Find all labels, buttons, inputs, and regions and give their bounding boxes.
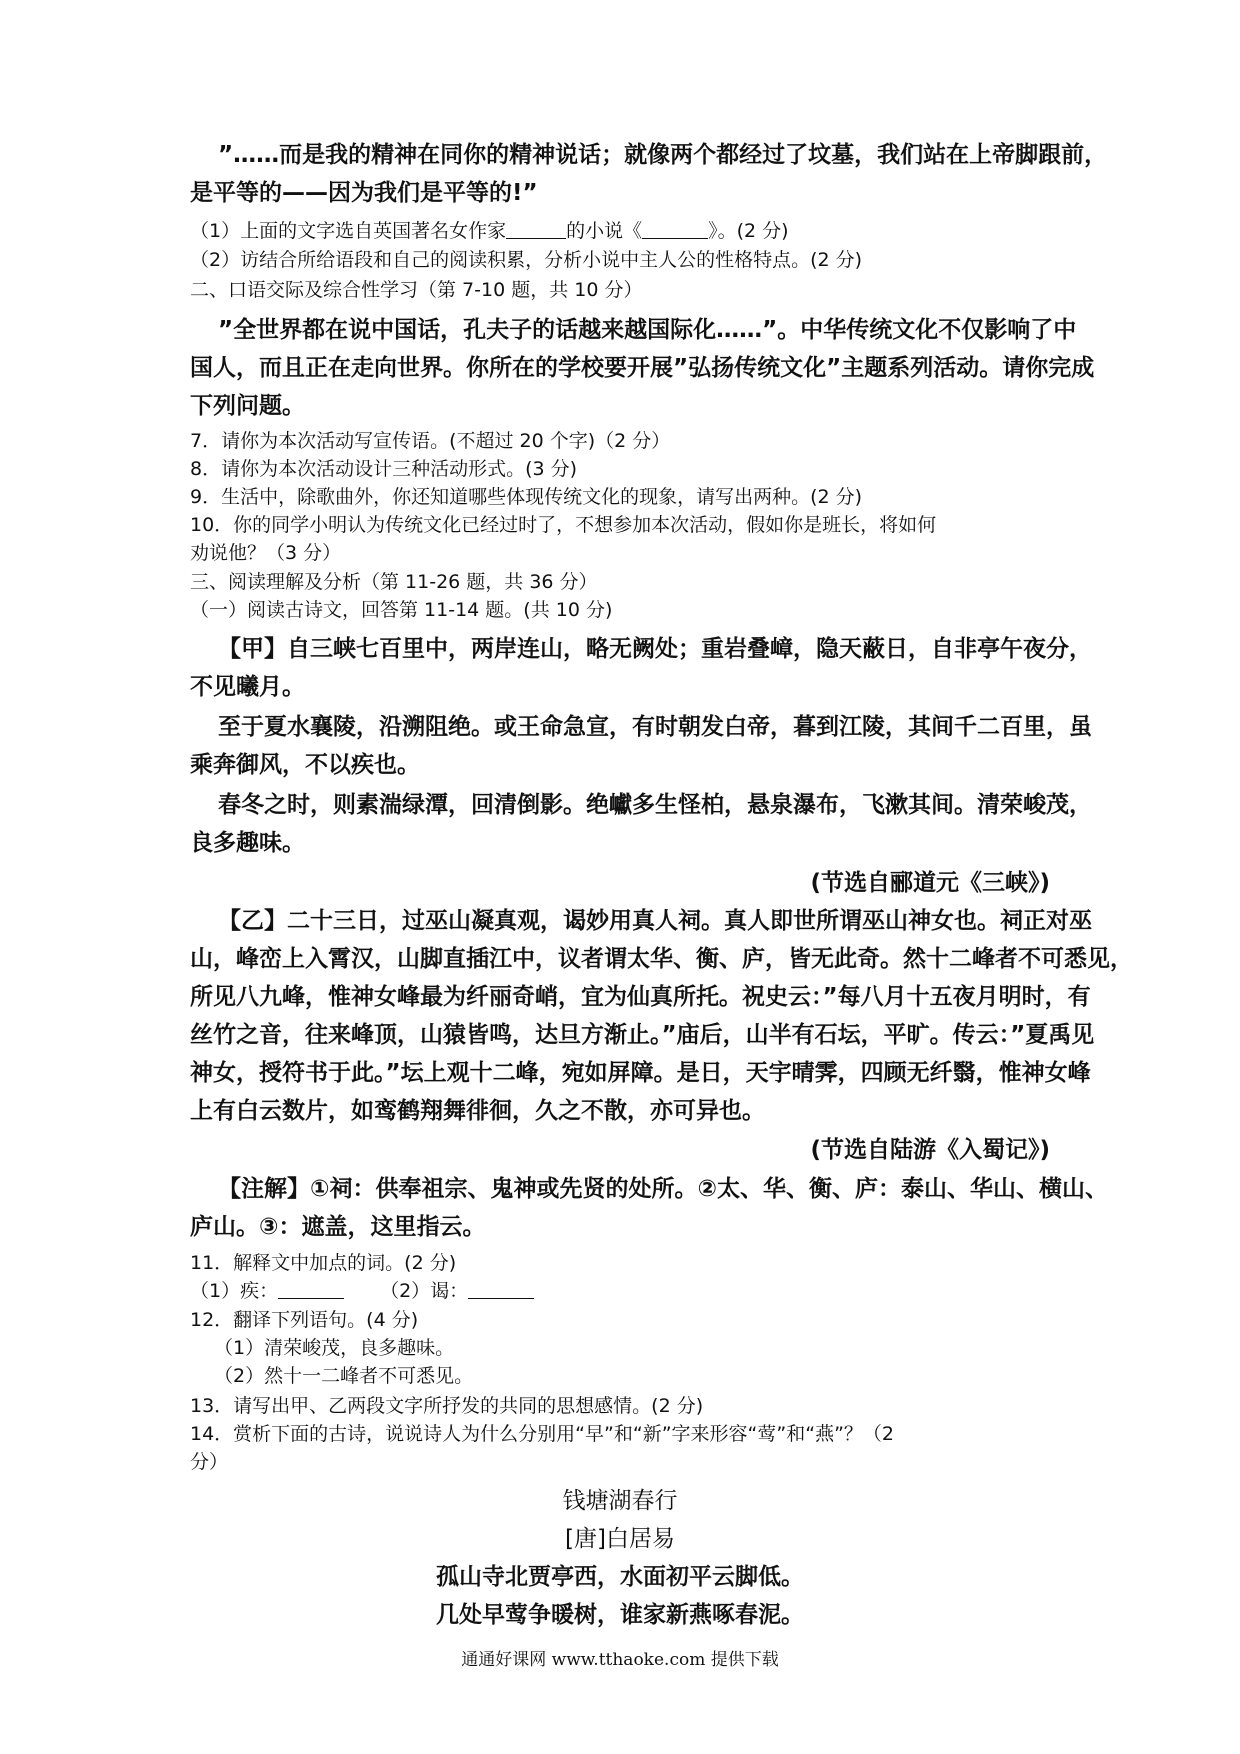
passage-jia-line-1: 【甲】自三峡七百里中，两岸连山，略无阙处；重岩叠嶂，隐天蔽日，自非亭午夜分， [218, 636, 1092, 662]
question-8: 8．请你为本次活动设计三种活动形式。(3 分) [190, 458, 578, 480]
passage-yi-line-2: 山，峰峦上入霄汉，山脚直插江中，议者谓太华、衡、庐，皆无此奇。然十二峰者不可悉见， [190, 946, 1133, 972]
section-3-sub-1: （一）阅读古诗文，回答第 11-14 题。(共 10 分) [190, 599, 613, 621]
question-novel-2: （2）访结合所给语段和自己的阅读积累，分析小说中主人公的性格特点。(2 分) [190, 249, 863, 271]
question-14-line-2: 分） [190, 1451, 229, 1473]
section-2-intro-2: 国人，而且正在走向世界。你所在的学校要开展”弘扬传统文化”主题系列活动。请你完成 [190, 355, 1095, 381]
section-3-heading: 三、阅读理解及分析（第 11-26 题，共 36 分） [190, 571, 598, 593]
passage-yi-line-4: 丝竹之音，往来峰顶，山猿皆鸣，达旦方渐止。”庙后，山半有石坛，平旷。传云：”夏禹见 [190, 1022, 1095, 1048]
passage-jia-line-5: 春冬之时，则素湍绿潭，回清倒影。绝巘多生怪柏，悬泉瀑布，飞漱其间。清荣峻茂， [218, 792, 1092, 818]
question-13: 13．请写出甲、乙两段文字所抒发的共同的思想感情。(2 分) [190, 1395, 704, 1417]
question-11: 11．解释文中加点的词。(2 分) [190, 1252, 457, 1274]
poem-line-2: 几处早莺争暖树，谁家新燕啄春泥。 [436, 1602, 804, 1628]
question-novel-1-text-c: 》。(2 分) [708, 220, 789, 242]
poem-author: [唐]白居易 [565, 1526, 675, 1552]
answer-blank-novel[interactable] [642, 220, 708, 239]
answer-blank-11-1[interactable] [278, 1280, 344, 1299]
section-2-heading: 二、口语交际及综合性学习（第 7-10 题，共 10 分） [190, 279, 643, 301]
poem-title: 钱塘湖春行 [562, 1488, 678, 1514]
answer-blank-author[interactable] [506, 220, 566, 239]
question-7: 7．请你为本次活动写宣传语。(不超过 20 个字)（2 分） [190, 430, 671, 452]
question-11-item-1: （1）疾： [190, 1280, 279, 1302]
quote-line-1: ”……而是我的精神在同你的精神说话；就像两个都经过了坟墓，我们站在上帝脚跟前， [218, 142, 1108, 168]
quote-line-2: 是平等的——因为我们是平等的!” [190, 180, 538, 206]
passage-jia-line-3: 至于夏水襄陵，沿溯阻绝。或王命急宣，有时朝发白帝，暮到江陵，其间千二百里，虽 [218, 714, 1092, 740]
question-12-item-2: （2）然十一二峰者不可悉见。 [214, 1365, 474, 1387]
answer-blank-11-2[interactable] [468, 1280, 534, 1299]
question-novel-1-text-b: 的小说《 [566, 220, 643, 242]
question-14-line-1: 14．赏析下面的古诗，说说诗人为什么分别用“早”和“新”字来形容“莺”和“燕”？（2 [190, 1423, 895, 1445]
passage-yi-line-1: 【乙】二十三日，过巫山凝真观，谒妙用真人祠。真人即世所谓巫山神女也。祠正对巫 [218, 908, 1092, 934]
question-12: 12．翻译下列语句。(4 分) [190, 1309, 419, 1331]
question-11-item-2: （2）谒： [380, 1280, 469, 1302]
passage-jia-line-4: 乘奔御风，不以疾也。 [190, 752, 420, 778]
passage-yi-source: (节选自陆游《入蜀记》) [810, 1137, 1050, 1163]
page-footer: 通通好课网 www.tthaoke.com 提供下载 [461, 1650, 779, 1670]
question-9: 9．生活中，除歌曲外，你还知道哪些体现传统文化的现象，请写出两种。(2 分) [190, 486, 863, 508]
poem-line-1: 孤山寺北贾亭西，水面初平云脚低。 [436, 1564, 804, 1590]
question-novel-1 [190, 216, 1060, 243]
passage-yi-line-5: 神女，授符书于此。”坛上观十二峰，宛如屏障。是日，天宇晴霁，四顾无纤翳，惟神女峰 [190, 1060, 1091, 1086]
passage-jia-source: (节选自郦道元《三峡》) [810, 870, 1050, 896]
question-10-line-1: 10．你的同学小明认为传统文化已经过时了，不想参加本次活动，假如你是班长，将如何 [190, 514, 937, 536]
question-12-item-1: （1）清荣峻茂，良多趣味。 [214, 1337, 455, 1359]
passage-jia-line-6: 良多趣味。 [190, 830, 305, 856]
passage-yi-line-3: 所见八九峰，惟神女峰最为纤丽奇峭，宜为仙真所托。祝史云：”每八月十五夜月明时，有 [190, 984, 1091, 1010]
question-11-items [190, 1276, 1060, 1303]
question-10-line-2: 劝说他？（3 分） [190, 542, 342, 564]
section-2-intro-1: ”全世界都在说中国话，孔夫子的话越来越国际化……”。中华传统文化不仅影响了中 [218, 317, 1077, 343]
annotation-line-1: 【注解】①祠：供奉祖宗、鬼神或先贤的处所。②太、华、衡、庐：泰山、华山、横山、 [218, 1176, 1108, 1202]
question-novel-1-text-a: （1）上面的文字选自英国著名女作家 [190, 220, 507, 242]
section-2-intro-3: 下列问题。 [190, 393, 305, 419]
passage-jia-line-2: 不见曦月。 [190, 674, 305, 700]
passage-yi-line-6: 上有白云数片，如鸾鹤翔舞徘徊，久之不散，亦可异也。 [190, 1098, 765, 1124]
annotation-line-2: 庐山。③：遮盖，这里指云。 [190, 1214, 486, 1240]
